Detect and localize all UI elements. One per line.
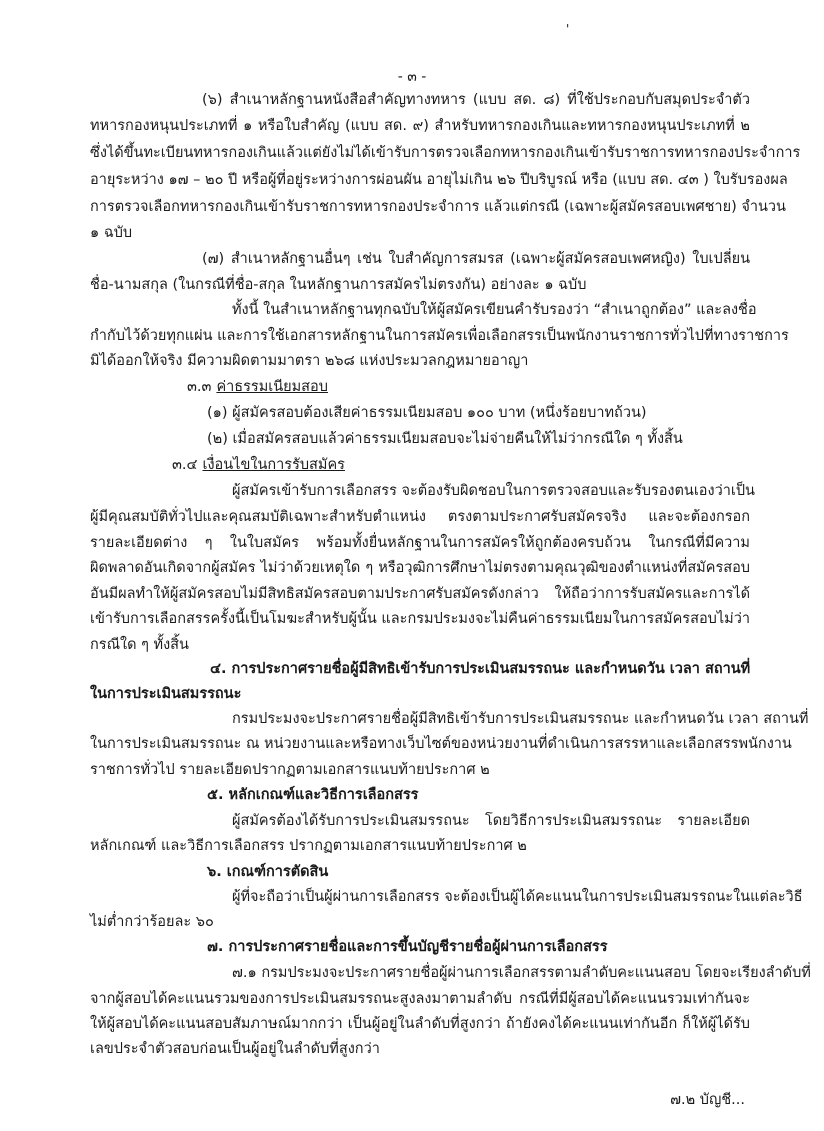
text-line: ราชการทั่วไป รายละเอียดปรากฏตามเอกสารแนบท้ายประกาศ ๒	[90, 762, 490, 778]
text-line: ๑ ฉบับ	[90, 225, 133, 241]
text-line: เข้ารับการเลือกสรรครั้งนี้เป็นโมฆะสำหรับผู้นั้น และกรมประมงจะไม่คืนค่าธรรมเนียมในการสมัครสอบไม่ว่า	[90, 611, 750, 627]
section-heading: ๕. หลักเกณฑ์และวิธีการเลือกสรร	[207, 787, 419, 803]
text-line: (๗) สำเนาหลักฐานอื่นๆ เช่น ใบสำคัญการสมรส (เฉพาะผู้สมัครสอบเพศหญิง) ใบเปลี่ยน	[202, 251, 750, 267]
text-line: เลขประจำตัวสอบก่อนเป็นผู้อยู่ในลำดับที่สูงกว่า	[90, 1041, 380, 1057]
text-line: กำกับไว้ด้วยทุกแผ่น และการใช้เอกสารหลักฐานในการสมัครเพื่อเลือกสรรเป็นพนักงานราชการทั่วไปที่ทางราชการ	[90, 328, 789, 344]
text-line: อันมีผลทำให้ผู้สมัครสอบไม่มีสิทธิสมัครสอบตามประกาศรับสมัครดังกล่าว ให้ถือว่าการรับสมัครและการได้	[90, 586, 750, 602]
text-line: การตรวจเลือกทหารกองเกินเข้ารับราชการทหารกองประจำการ แล้วแต่กรณี (เฉพาะผู้สมัครสอบเพศชาย) จำนวน	[90, 199, 786, 215]
text-line: ผู้สมัครต้องได้รับการประเมินสมรรถนะ โดยวิธีการประเมินสมรรถนะ รายละเอียด	[232, 813, 750, 829]
text-line: กรมประมงจะประกาศรายชื่อผู้มีสิทธิเข้ารับการประเมินสมรรถนะ และกำหนดวัน เวลา สถานที่	[232, 711, 809, 727]
text-line: ชื่อ-นามสกุล (ในกรณีที่ชื่อ-สกุล ในหลักฐานการสมัครไม่ตรงกัน) อย่างละ ๑ ฉบับ	[90, 277, 587, 293]
text-line: ผู้ที่จะถือว่าเป็นผู้ผ่านการเลือกสรร จะต้องเป็นผู้ได้คะแนนในการประเมินสมรรถนะในแต่ละวิธี	[232, 889, 803, 905]
text-line: กรณีใด ๆ ทั้งสิ้น	[90, 637, 189, 653]
text-line: อายุระหว่าง ๑๗ – ๒๐ ปี หรือผู้ที่อยู่ระหว่างการผ่อนผัน อายุไม่เกิน ๒๖ ปีบริบูรณ์ หรือ (แบบ สด. ๔๓ ) ใบรับรองผล	[90, 172, 788, 188]
section-heading	[172, 455, 750, 475]
section-number: ๓.๓	[187, 379, 212, 395]
text-line: ผู้สมัครเข้ารับการเลือกสรร จะต้องรับผิดชอบในการตรวจสอบและรับรองตนเองว่าเป็น	[232, 483, 755, 499]
text-line: หลักเกณฑ์ และวิธีการเลือกสรร ปรากฏตามเอกสารแนบท้ายประกาศ ๒	[90, 838, 527, 854]
section-title: เงื่อนไขในการรับสมัคร	[202, 457, 345, 473]
section-heading	[187, 377, 750, 397]
stray-mark: '	[566, 22, 570, 36]
continuation-marker: ๗.๒ บัญชี...	[670, 1092, 745, 1108]
section-heading: ๗. การประกาศรายชื่อและการขึ้นบัญชีรายชื่อผู้ผ่านการเลือกสรร	[207, 939, 608, 955]
section-title: ค่าธรรมเนียมสอบ	[216, 379, 328, 395]
text-line: ๗.๑ กรมประมงจะประกาศรายชื่อผู้ผ่านการเลือกสรรตามลำดับคะแนนสอบ โดยจะเรียงลำดับที่	[232, 965, 811, 981]
text-line: ทั้งนี้ ในสำเนาหลักฐานทุกฉบับให้ผู้สมัครเขียนคำรับรองว่า “สำเนาถูกต้อง” และลงชื่อ	[232, 302, 757, 318]
text-line: ให้ผู้สอบได้คะแนนสอบสัมภาษณ์มากกว่า เป็นผู้อยู่ในลำดับที่สูงกว่า ถ้ายังคงได้คะแนนเท่ากันอีก ก็ให้ผู้ได้รับ	[90, 1016, 750, 1032]
section-heading: ๔. การประกาศรายชื่อผู้มีสิทธิเข้ารับการประเมินสมรรถนะ และกำหนดวัน เวลา สถานที่	[210, 661, 751, 677]
text-line: จากผู้สอบได้คะแนนรวมของการประเมินสมรรถนะสูงลงมาตามลำดับ กรณีที่มีผู้สอบได้คะแนนรวมเท่ากันจะ	[90, 991, 750, 1007]
text-line: ผิดพลาดอันเกิดจากผู้สมัคร ไม่ว่าด้วยเหตุใด ๆ หรือวุฒิการศึกษาไม่ตรงตามคุณวุฒิของตำแหน่งที่สมัครสอบ	[90, 560, 750, 576]
text-line: (๒) เมื่อสมัครสอบแล้วค่าธรรมเนียมสอบจะไม่จ่ายคืนให้ไม่ว่ากรณีใด ๆ ทั้งสิ้น	[207, 431, 683, 447]
text-line: รายละเอียดต่าง ๆ ในใบสมัคร พร้อมทั้งยื่นหลักฐานในการสมัครให้ถูกต้องครบถ้วน ในกรณีที่มีความ	[90, 535, 750, 551]
text-line: ไม่ต่ำกว่าร้อยละ ๖๐	[90, 914, 214, 930]
text-line: ผู้มีคุณสมบัติทั่วไปและคุณสมบัติเฉพาะสำหรับตำแหน่ง ตรงตามประกาศรับสมัครจริง และจะต้องกรอก	[90, 509, 750, 525]
section-heading: ๖. เกณฑ์การตัดสิน	[207, 864, 329, 880]
text-line: มิได้ออกให้จริง มีความผิดตามมาตรา ๒๖๘ แห่งประมวลกฎหมายอาญา	[90, 353, 529, 369]
text-line: (๑) ผู้สมัครสอบต้องเสียค่าธรรมเนียมสอบ ๑๐๐ บาท (หนึ่งร้อยบาทถ้วน)	[207, 405, 647, 421]
text-line: (๖) สำเนาหลักฐานหนังสือสำคัญทางทหาร (แบบ สด. ๘) ที่ใช้ประกอบกับสมุดประจำตัว	[202, 92, 750, 108]
section-heading: ในการประเมินสมรรถนะ	[90, 686, 242, 702]
page-number: - ๓ -	[397, 69, 427, 85]
text-line: ทหารกองหนุนประเภทที่ ๑ หรือใบสำคัญ (แบบ สด. ๙) สำหรับทหารกองเกินและทหารกองหนุนประเภทที่ ๒	[90, 118, 750, 134]
section-number: ๓.๔	[172, 457, 198, 473]
text-line: ในการประเมินสมรรถนะ ณ หน่วยงานและหรือทางเว็บไซต์ของหน่วยงานที่ดำเนินการสรรหาและเลือกสรรพนักงาน	[90, 736, 792, 752]
text-line: ซึ่งได้ขึ้นทะเบียนทหารกองเกินแล้วแต่ยังไม่ได้เข้ารับการตรวจเลือกทหารกองเกินเข้ารับราชการทหารกองประจำการ	[90, 145, 801, 161]
